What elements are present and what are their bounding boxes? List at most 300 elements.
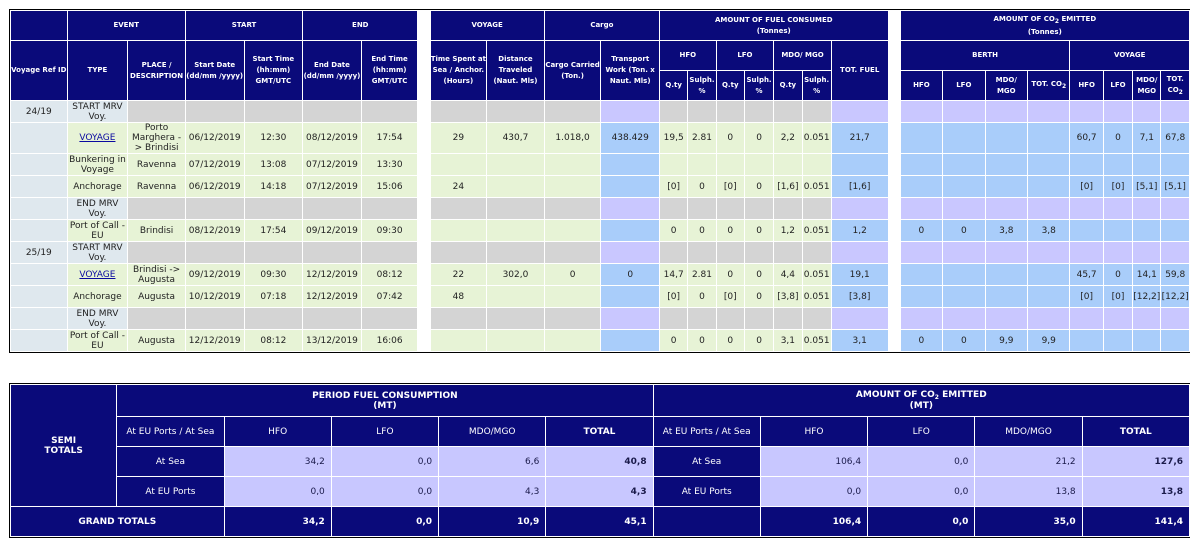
start-date: 10/12/2019 [185, 286, 244, 308]
grand-fuel-mdo: 10,9 [439, 507, 546, 537]
event-type: Anchorage [67, 286, 128, 308]
column-gap [418, 123, 430, 154]
column-gap [888, 154, 900, 176]
berth-lfo [943, 286, 985, 308]
end-time: 15:06 [361, 176, 418, 198]
lfo-qty [716, 101, 744, 123]
mdo-sulph: 0.051 [802, 220, 831, 242]
mdo-qty: [3,8] [774, 286, 802, 308]
voyage-lfo: [0] [1103, 286, 1132, 308]
berth-mdo [985, 154, 1027, 176]
voyage-hfo [1070, 154, 1103, 176]
voyage-ref-id: 25/19 [11, 242, 68, 264]
table-row [11, 154, 1190, 176]
co2-emitted-title-suffix: EMITTED [938, 390, 987, 400]
hfo-sulph: 0 [688, 176, 716, 198]
berth-lfo [943, 123, 985, 154]
tot-fuel [831, 308, 888, 330]
header-type: TYPE [67, 41, 128, 101]
fuel-sea-total: 40,8 [546, 447, 653, 477]
end-date [303, 308, 362, 330]
header-place: PLACE / DESCRIPTION [128, 41, 186, 101]
hfo-sulph: 0 [688, 220, 716, 242]
voyage-ref-id [11, 154, 68, 176]
co2-sea-mdo: 21,2 [975, 447, 1082, 477]
co2-col-hfo: HFO [760, 417, 867, 447]
time-at-sea [430, 101, 487, 123]
header-cargo-carried: Cargo Carried (Ton.) [544, 41, 601, 101]
hfo-sulph: 0 [688, 330, 716, 352]
voyage-ref-id: 24/19 [11, 101, 68, 123]
end-time: 13:30 [361, 154, 418, 176]
header-co2-emitted [900, 11, 1189, 41]
fuel-row-at-sea-label: At Sea [117, 447, 224, 477]
event-place [128, 198, 186, 220]
header-fuel-consumed-title: AMOUNT OF FUEL CONSUMED [714, 15, 833, 24]
lfo-sulph [744, 308, 773, 330]
transport-work [601, 176, 660, 198]
period-fuel-unit: (MT) [373, 400, 397, 411]
berth-mdo: 3,8 [985, 220, 1027, 242]
header-tot-fuel: TOT. FUEL [831, 41, 888, 101]
lfo-sulph: 0 [744, 286, 773, 308]
end-date: 09/12/2019 [303, 220, 362, 242]
event-type: Anchorage [67, 176, 128, 198]
voyage-tot-co2 [1161, 101, 1190, 123]
end-date: 13/12/2019 [303, 330, 362, 352]
berth-lfo [943, 176, 985, 198]
distance [487, 198, 545, 220]
voyage-mdo [1133, 198, 1161, 220]
berth-hfo [900, 176, 942, 198]
voyage-tot-co2: 59,8 [1161, 264, 1190, 286]
lfo-qty: [0] [716, 176, 744, 198]
hfo-qty [660, 308, 688, 330]
distance [487, 176, 545, 198]
lfo-qty [716, 308, 744, 330]
fuel-col-lfo: LFO [331, 417, 438, 447]
end-time [361, 242, 418, 264]
co2-row-eu-ports-label: At EU Ports [653, 477, 760, 507]
header-berth-lfo: LFO [943, 71, 985, 101]
voyage-mdo [1133, 308, 1161, 330]
table-row [11, 308, 1190, 330]
cargo-carried [544, 154, 601, 176]
mrv-voyage-table [10, 10, 1190, 352]
mdo-sulph [802, 154, 831, 176]
header-hfo-qty: Q.ty [660, 71, 688, 101]
lfo-qty: 0 [716, 220, 744, 242]
start-date: 08/12/2019 [185, 220, 244, 242]
tot-fuel: 21,7 [831, 123, 888, 154]
grand-co2-hfo: 106,4 [760, 507, 867, 537]
fuel-ports-hfo: 0,0 [224, 477, 331, 507]
voyage-mdo [1133, 330, 1161, 352]
voyage-ref-id [11, 220, 68, 242]
mdo-qty [774, 242, 802, 264]
event-place [128, 242, 186, 264]
tot-fuel: [1,6] [831, 176, 888, 198]
berth-mdo [985, 198, 1027, 220]
table-row [11, 123, 1190, 154]
voyage-tot-co2: [5,1] [1161, 176, 1190, 198]
summary-table [10, 384, 1190, 537]
berth-tot-co2 [1028, 308, 1070, 330]
voyage-hfo [1070, 330, 1103, 352]
voyage-lfo: 0 [1103, 264, 1132, 286]
berth-tot-co2: 3,8 [1028, 220, 1070, 242]
time-at-sea [430, 220, 487, 242]
voyage-mdo [1133, 101, 1161, 123]
voyage-lfo: [0] [1103, 176, 1132, 198]
header-berth-hfo: HFO [900, 71, 942, 101]
transport-work [601, 308, 660, 330]
voyage-hfo [1070, 198, 1103, 220]
co2-emitted-header [653, 385, 1189, 417]
column-gap [418, 242, 430, 264]
cargo-carried [544, 198, 601, 220]
start-date [185, 242, 244, 264]
event-type: START MRV Voy. [67, 101, 128, 123]
header-start-time: Start Time (hh:mm) GMT/UTC [244, 41, 303, 101]
fuel-sea-hfo: 34,2 [224, 447, 331, 477]
hfo-qty: [0] [660, 286, 688, 308]
mdo-qty: 3,1 [774, 330, 802, 352]
voyage-lfo [1103, 154, 1132, 176]
header-voyage-co2: VOYAGE [1070, 41, 1190, 71]
end-time: 17:54 [361, 123, 418, 154]
mdo-sulph: 0.051 [802, 286, 831, 308]
voyage-hfo: [0] [1070, 176, 1103, 198]
header-voyage-ref: Voyage Ref ID [11, 41, 68, 101]
table-row [11, 242, 1190, 264]
header-voy-tot [1161, 71, 1190, 101]
voyage-lfo [1103, 242, 1132, 264]
berth-mdo [985, 123, 1027, 154]
fuel-sea-lfo: 0,0 [331, 447, 438, 477]
column-gap [888, 286, 900, 308]
tot-fuel [831, 154, 888, 176]
berth-mdo [985, 264, 1027, 286]
event-type: Bunkering in Voyage [69, 154, 126, 175]
transport-work [601, 330, 660, 352]
transport-work [601, 101, 660, 123]
voyage-link[interactable]: VOYAGE [79, 269, 116, 280]
hfo-sulph: 0 [688, 286, 716, 308]
end-date [303, 101, 362, 123]
distance [487, 286, 545, 308]
co2-ports-mdo: 13,8 [975, 477, 1082, 507]
voyage-lfo [1103, 101, 1132, 123]
time-at-sea [430, 242, 487, 264]
co2-col-total: TOTAL [1082, 417, 1189, 447]
tot-fuel: [3,8] [831, 286, 888, 308]
column-gap [418, 154, 430, 176]
mdo-sulph [802, 198, 831, 220]
grand-totals-label: GRAND TOTALS [11, 507, 225, 537]
column-gap [888, 330, 900, 352]
grand-co2-spacer [653, 507, 760, 537]
event-place: Brindisi -> Augusta [128, 264, 186, 286]
fuel-col-ports: At EU Ports / At Sea [117, 417, 224, 447]
start-date: 12/12/2019 [185, 330, 244, 352]
berth-lfo [943, 198, 985, 220]
hfo-qty: [0] [660, 176, 688, 198]
transport-work [601, 198, 660, 220]
co2-ports-lfo: 0,0 [868, 477, 975, 507]
berth-mdo [985, 308, 1027, 330]
voyage-hfo [1070, 308, 1103, 330]
start-date: 06/12/2019 [185, 123, 244, 154]
berth-hfo: 0 [900, 330, 942, 352]
header-voy-hfo: HFO [1070, 71, 1103, 101]
voyage-mdo [1133, 154, 1161, 176]
header-voy-tot-sub: 2 [1178, 88, 1183, 96]
voyage-ref-id [11, 308, 68, 330]
mdo-qty [774, 308, 802, 330]
voyage-tot-co2 [1161, 330, 1190, 352]
voyage-tot-co2 [1161, 220, 1190, 242]
column-gap [888, 123, 900, 154]
grand-fuel-total: 45,1 [546, 507, 653, 537]
co2-emitted-unit: (MT) [909, 401, 933, 411]
co2-emitted-title [654, 390, 1189, 401]
header-co2-unit: (Tonnes) [1027, 27, 1062, 36]
lfo-qty [716, 154, 744, 176]
fuel-ports-total: 4,3 [546, 477, 653, 507]
grand-co2-lfo: 0,0 [868, 507, 975, 537]
start-time [244, 308, 303, 330]
event-type: Port of Call - EU [67, 330, 128, 352]
berth-mdo [985, 176, 1027, 198]
time-at-sea: 24 [430, 176, 487, 198]
voyage-hfo: 60,7 [1070, 123, 1103, 154]
voyage-lfo: 0 [1103, 123, 1132, 154]
cargo-carried: 0 [544, 264, 601, 286]
header-voy-mdo: MDO/ MGO [1133, 71, 1161, 101]
header-berth-tot-text: TOT. CO [1031, 80, 1062, 88]
header-hfo: HFO [660, 41, 717, 71]
voyage-tot-co2 [1161, 242, 1190, 264]
co2-col-mdo: MDO/MGO [975, 417, 1082, 447]
table-row [11, 101, 1190, 123]
voyage-hfo [1070, 220, 1103, 242]
header-distance: Distance Traveled (Naut. Mls) [487, 41, 545, 101]
header-end-time: End Time (hh:mm) GMT/UTC [361, 41, 418, 101]
event-place: Porto Marghera -> Brindisi [128, 123, 186, 154]
end-time: 08:12 [361, 264, 418, 286]
end-date: 12/12/2019 [303, 286, 362, 308]
voyage-ref-id [11, 198, 68, 220]
lfo-sulph: 0 [744, 264, 773, 286]
berth-hfo [900, 308, 942, 330]
voyage-ref-id [11, 123, 68, 154]
berth-tot-co2 [1028, 123, 1070, 154]
header-lfo-qty: Q.ty [716, 71, 744, 101]
voyage-link[interactable]: VOYAGE [79, 133, 116, 143]
column-gap [418, 101, 430, 123]
mdo-qty [774, 198, 802, 220]
start-time [244, 101, 303, 123]
berth-hfo [900, 123, 942, 154]
transport-work: 0 [601, 264, 660, 286]
berth-mdo [985, 101, 1027, 123]
start-time [244, 198, 303, 220]
header-berth-tot-sub: 2 [1061, 83, 1067, 90]
cargo-carried [544, 286, 601, 308]
distance: 430,7 [487, 123, 545, 154]
start-date: 07/12/2019 [185, 154, 244, 176]
berth-mdo [985, 286, 1027, 308]
start-time: 13:08 [244, 154, 303, 176]
voyage-hfo: [0] [1070, 286, 1103, 308]
column-gap [418, 264, 430, 286]
table-row [11, 286, 1190, 308]
transport-work [601, 220, 660, 242]
event-place [128, 308, 186, 330]
end-date [303, 198, 362, 220]
co2-sea-total: 127,6 [1082, 447, 1189, 477]
column-gap [888, 11, 900, 101]
header-co2-title-suffix: EMITTED [1059, 14, 1097, 23]
berth-tot-co2 [1028, 154, 1070, 176]
column-gap [888, 176, 900, 198]
distance [487, 308, 545, 330]
end-time [361, 198, 418, 220]
header-time-sea: Time Spent at Sea / Anchor. (Hours) [430, 41, 487, 101]
tot-fuel: 3,1 [831, 330, 888, 352]
voyage-tot-co2: [12,2] [1161, 286, 1190, 308]
tot-fuel [831, 198, 888, 220]
berth-hfo [900, 101, 942, 123]
co2-row-at-sea-label: At Sea [653, 447, 760, 477]
berth-tot-co2 [1028, 176, 1070, 198]
event-place: Ravenna [128, 154, 186, 176]
berth-hfo [900, 198, 942, 220]
end-time [361, 101, 418, 123]
voyage-ref-id [11, 264, 68, 286]
hfo-sulph [688, 101, 716, 123]
start-time: 14:18 [244, 176, 303, 198]
end-time [361, 308, 418, 330]
period-fuel-header [117, 385, 653, 417]
start-date [185, 308, 244, 330]
berth-hfo [900, 264, 942, 286]
lfo-qty [716, 198, 744, 220]
mdo-qty: [1,6] [774, 176, 802, 198]
header-lfo-sulph: Sulph. % [744, 71, 773, 101]
berth-tot-co2: 9,9 [1028, 330, 1070, 352]
distance [487, 101, 545, 123]
hfo-sulph [688, 308, 716, 330]
time-at-sea [430, 198, 487, 220]
end-date [303, 242, 362, 264]
berth-mdo: 9,9 [985, 330, 1027, 352]
event-place: Brindisi [128, 220, 186, 242]
cargo-carried [544, 308, 601, 330]
column-gap [418, 198, 430, 220]
lfo-sulph [744, 242, 773, 264]
voyage-lfo [1103, 220, 1132, 242]
table-row [11, 330, 1190, 352]
start-time: 12:30 [244, 123, 303, 154]
mdo-qty: 2,2 [774, 123, 802, 154]
hfo-sulph [688, 242, 716, 264]
berth-lfo: 0 [943, 220, 985, 242]
lfo-qty: 0 [716, 330, 744, 352]
berth-mdo [985, 242, 1027, 264]
start-time: 08:12 [244, 330, 303, 352]
berth-hfo [900, 154, 942, 176]
fuel-col-total: TOTAL [546, 417, 653, 447]
header-transport-work: Transport Work (Ton. x Naut. Mls) [601, 41, 660, 101]
column-gap [418, 176, 430, 198]
berth-tot-co2 [1028, 198, 1070, 220]
grand-fuel-lfo: 0,0 [331, 507, 438, 537]
period-fuel-title: PERIOD FUEL CONSUMPTION [312, 390, 458, 401]
hfo-sulph: 2.81 [688, 123, 716, 154]
end-time: 09:30 [361, 220, 418, 242]
end-date: 08/12/2019 [303, 123, 362, 154]
mdo-sulph [802, 242, 831, 264]
transport-work [601, 154, 660, 176]
mdo-sulph: 0.051 [802, 330, 831, 352]
event-type: END MRV Voy. [67, 308, 128, 330]
column-gap [888, 198, 900, 220]
start-date [185, 198, 244, 220]
end-time: 07:42 [361, 286, 418, 308]
distance [487, 220, 545, 242]
voyage-ref-id [11, 176, 68, 198]
berth-hfo: 0 [900, 220, 942, 242]
table-row [11, 176, 1190, 198]
hfo-sulph: 2.81 [688, 264, 716, 286]
header-hfo-sulph: Sulph. % [688, 71, 716, 101]
lfo-sulph: 0 [744, 220, 773, 242]
cargo-carried [544, 176, 601, 198]
event-place: Ravenna [128, 176, 186, 198]
voyage-mdo [1133, 220, 1161, 242]
voyage-ref-id [11, 286, 68, 308]
start-date: 09/12/2019 [185, 264, 244, 286]
header-end: END [303, 11, 418, 41]
page-margin [1190, 0, 1200, 547]
co2-col-lfo: LFO [868, 417, 975, 447]
event-type: START MRV Voy. [67, 242, 128, 264]
header-event: EVENT [67, 11, 185, 41]
start-time: 17:54 [244, 220, 303, 242]
column-gap [888, 264, 900, 286]
co2-col-ports: At EU Ports / At Sea [653, 417, 760, 447]
column-gap [888, 242, 900, 264]
end-date: 12/12/2019 [303, 264, 362, 286]
time-at-sea: 48 [430, 286, 487, 308]
voyage-tot-co2: 67,8 [1161, 123, 1190, 154]
berth-tot-co2 [1028, 286, 1070, 308]
header-co2-title-text: AMOUNT OF CO [993, 14, 1055, 23]
column-gap [418, 220, 430, 242]
distance [487, 242, 545, 264]
header-voy-lfo: LFO [1103, 71, 1132, 101]
header-voyage: VOYAGE [430, 11, 544, 41]
fuel-col-hfo: HFO [224, 417, 331, 447]
table-row [11, 264, 1190, 286]
header-fuel-consumed [660, 11, 889, 41]
header-fuel-consumed-unit: (Tonnes) [756, 26, 791, 35]
voyage-hfo [1070, 242, 1103, 264]
event-place: Augusta [128, 330, 186, 352]
mdo-qty [774, 154, 802, 176]
